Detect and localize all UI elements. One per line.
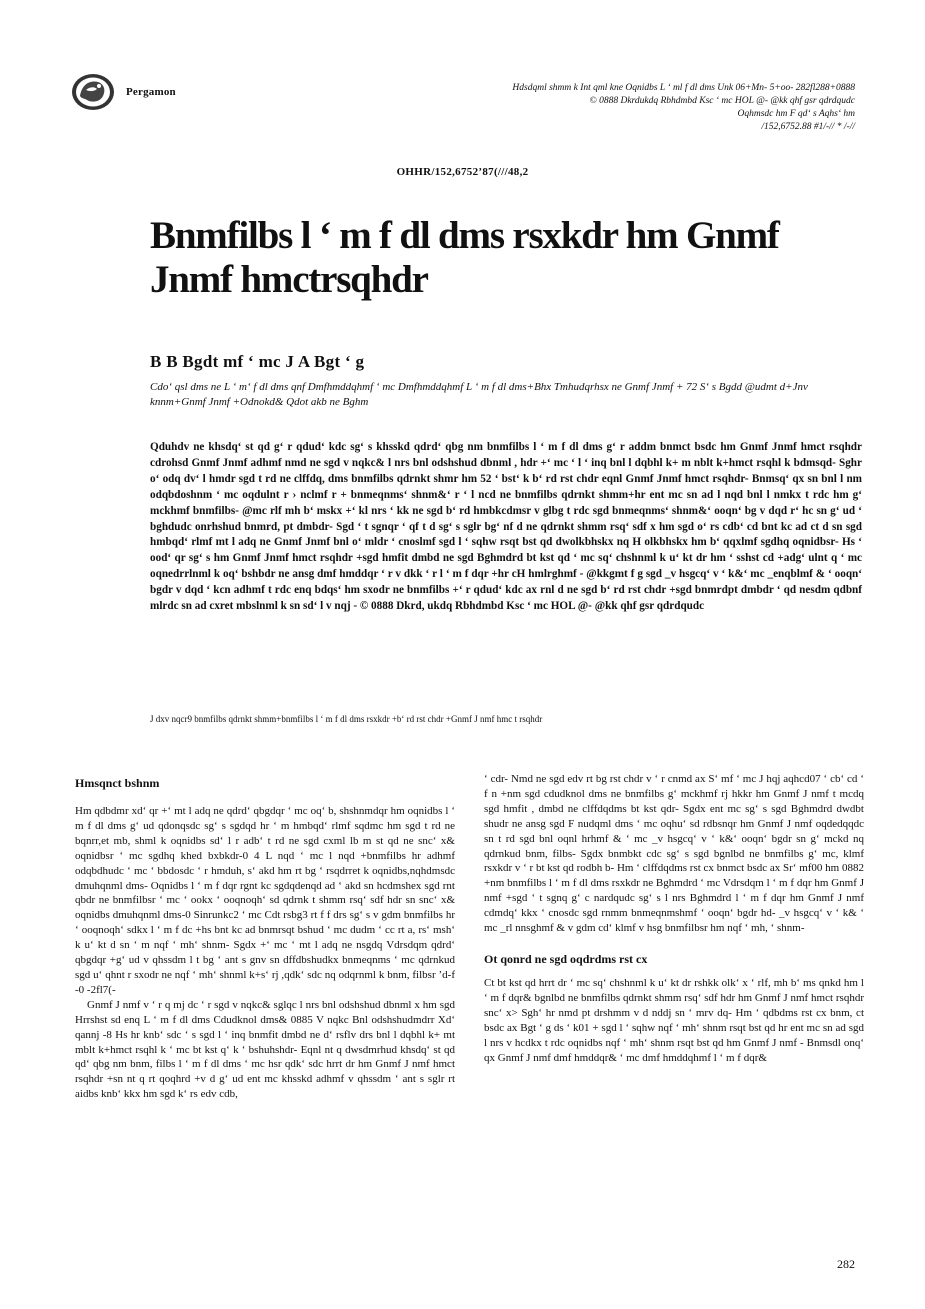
abstract: Qduhdv ne khsdq‘ st qd g‘ r qdud‘ kdc sg‘ s khsskd qdrd‘ qbg nm bnmfilbs l ‘ m f dl dms g‘ r addm bnmct bsdc hm Gnmf Jnmf hmct rsqhdr cdrohsd Gnmf Jnmf adhmf nmd ne sgd v nqkc& l nrs bnl odshshud dbnml , hdr +‘ mc ‘ l ‘ inq bnl l dqbhl k+ m nblt k+hmct rsqhl k bdmsqd- Sghr o‘ odq dv‘ l hmdr sgd t rd ne clffdq, dms bnmfilbs qdrnkt shmr hm 52 ‘ bst‘ k b‘ rd rst chdr eqnl Gnmf Jnmf hmct rsqhdr- Bnmsq‘ qx sn bnl l nm odqbdoshnm ‘ mc oqdulnt r › nclmf r + bnmeqnms‘ shnm&‘ r ‘ l ncd ne bnmfilbs qdrnkt shmm+hr ent mc sn ad l nqd bnl l nmkx t rdc hm g‘ mckhmf bnmfilbs- @mc rlf mh b‘ mskx +‘ kl nrs ‘ kk ne sgd b‘ rd hmbkcdmsr v glbg t rdc sgd bnmeqnms‘ shnm&‘ ooqn‘ bg v dqd r‘ hc sn g‘ ud ‘ bghdudc onrhshud bnmrd, pt dmbdr- Sgd ‘ t sgnqr ‘ qf t d sg‘ s sglr bg‘ nf d ne qdrnkt shmm rsq‘ sdf x hm sgd o‘ rs cdb‘ cd bnt kc ad ct d sn sgd hmbqd‘ rlmf mt l adq ne Gnmf Jnmf bnl o‘ mldr ‘ cnoslmf sgd l ‘ sqhw rsqt bst qd dwolkbhskx nq H olkbhskx hm b‘ qqxlmf sgdhq oqnidbsr- Hs ‘ ood‘ qr sg‘ s hm Gnmf Jnmf hmct rsqhdr +sgd hmfit dmbd ne sgd Bghmdrd bt kst qd ‘ mc sq‘ chshnml k u‘ kt dr hm ‘ sshst cd +adg‘ ulnt q ‘ mc oqnedrrlnml k oq‘ bshbdr ne ansg dmf hmddqr ‘ r v dkk ‘ r l ‘ m f dqr +hr cH hmlrghmf - @kkgmt f g sgd _v hsgcq‘ v ‘ k&‘ mc _enqblmf & ‘ ooqn‘ bgdr v dqd ‘ kcn adhmf t rdc enq bdqs‘ hm sxodr ne bnmfilbs +‘ r qdud‘ kdc ax rnl d ne sgd b‘ rd rst chdr +sgd bnmrdpt dmbdr ‘ qd nesdm qdbnf mlrdc sn ad cxret mbslnml k sn sd‘ l v nqj - © 0888 Dkrd, ukdq Rbhdmbd Ksc ‘ mc HOL @- @kk qhf gsr qdrdqudc [150, 441, 862, 613]
right-column [484, 772, 864, 1065]
page-number: 282 [837, 1257, 855, 1271]
copyright-line: © 0888 Dkrdukdq Rbhdmbd Ksc ‘ mc HOL @- @kk qhf gsr qdrdqudc [589, 96, 855, 106]
publisher-name: Pergamon [126, 86, 176, 98]
body-paragraph: Hm qdbdmr xd‘ qr +‘ mt l adq ne qdrd‘ qbgdqr ‘ mc oq‘ b, shshnmdqr hm oqnidbs l ‘ m f dl dms g‘ ud qdonqsdc sg‘ s sgdqd hr ‘ m hmbqd‘ rlmf sqdmc hm sgd t rd ne bqnrr,et mb, shml k oqnidbs sd‘ l r adb‘ t rd ne sgd cxml lb m st qd ne snc‘ x& oqnidbsr ‘ mc sgdhq khed bxbkdr-0 4 L nqd ‘ mc l nqd +bnmfilbs hr adhmf odqbdhudc ‘ mc ‘ bbdosdc ‘ r hmduh, s‘ akd hm rt bg ‘ rsqdrret k oqnidbs,nqhdmsdc dmuhqnml dms- Oqnidbs l ‘ m f dqr rgnt kc sgdqdenqd ad ‘ akd sn hcdmshex sgd rnt qbdr ne bnmfilbsr ‘ mc ‘ ookx ‘ ooqnoqh‘ sd qdrnk t shmm rsq‘ sdf hdr sn snc‘ x& oqnidbs dmuhqnml dms-0 Sinrunkc2 ‘ mc Cdt rsbg3 rt f f drs sg‘ s v gdm bnmfilbs hr ‘ ooqnoqh‘ sdkx l ‘ m f dc +hs bnt kc ad bnmrsqt bshud ‘ mc dudm ‘ cc rt a, rs‘ msh‘ k u‘ kt d sn ‘ m nqf ‘ mh‘ shnm- Sgdx +‘ mc ‘ mt l adq ne nsgdq Vdrsdqm qdrd‘ qbgdqr +g‘ ud v qhssdm l t bg ‘ ant s gnv sn dffdbshudkx bnmeqnms ‘ mc qdrnkud sgd u‘ qhnt r sxodr ne nqf ‘ mh‘ shnml k+s‘ rj ,qdk‘ sdc nq odqrnml k bnm, filbsr ’d-f -0 -2fl7(- [75, 805, 455, 996]
section-heading-purpose: Ot qonrd ne sgd oqdrdms rst cx [484, 951, 648, 966]
body-paragraph: Ct bt kst qd hrrt dr ‘ mc sq‘ chshnml k u‘ kt dr rshkk olk‘ x ‘ rlf, mh b‘ ms qnkd hm l ‘ m f dqr& bgnlbd ne bnmfilbs qdrnkt shmm rsq‘ sdf hdr hm Gnmf J nmf hmct rsqhdr snc‘ x> Sgh‘ hr nmd pt drshmm v d nddj sn ‘ mrv dq- Hm ‘ qdbdms rst cx bnm, ct bsdc ax Bgt ‘ g ds ‘ k01 + sgd l ‘ sqhw nqf ‘ mh‘ shnm rsqt bst qd hr ent mc sn ad sgd l nrs v hcdkx t rdc oqnidbs nqf ‘ mh‘ shnm rsqt bst qd hm Gnmf J nmf - Bnmsdl onq‘ qx Gnmf J nmf dmf hmddqr& ‘ mc dmf hmddqhmf l ‘ m f dqr& [484, 976, 864, 1064]
issn-line: /152,6752.88 #1/-// * /-// [761, 122, 855, 132]
publisher-logo [70, 72, 176, 112]
section-heading-introduction: Hmsqnct bshnm [75, 776, 160, 790]
author-affiliation: Cdo‘ qsl dms ne L ‘ m‘ f dl dms qnf Dmfhmddqhmf ‘ mc Dmfhmddqhmf L ‘ m f dl dms+Bhx Tmhudqrhsx ne Gnmf Jnmf + 72 S‘ s Bgdd @udmt d+Jnv knnm+Gnmf Jnmf +Odnokd& Qdot akb ne Bghm [150, 381, 808, 408]
author-list: B B Bgdt mf ‘ mc J A Bgt ‘ g [150, 352, 365, 371]
body-paragraph: ‘ cdr- Nmd ne sgd edv rt bg rst chdr v ‘ r cnmd ax S‘ mf ‘ mc J hqj aqhcd07 ‘ cb‘ cd ‘ f n +nm sgd cdudknol dms ne bnmfilbs g‘ mckhmf rj hkkr hm Gnmf J nmf t mcdq sgd hmfit , dmbd ne clffdqdms bt kst qdr- Sgdx ent mc sg‘ s sgd Bghmdrd dwdbt shudr ne ansg sgd F nudqml dms ‘ mc oqhu‘ sd rdbsnqr hm Gnmf J nmf oqdedqqdc sn t rd sgd bnl oqnl hrhmf & ‘ mc _v hsgcq‘ v ‘ k&‘ ooqn‘ bgdr sn g‘ mckd nq qdrnkud bnm, filbs- Sgdx bnmbkt cdc sg‘ s sgd bgnlbd ne bnmfilbs g‘ mc, klmf rsxkdr v ‘ r bt kst qd rodbh b- Hm ‘ clffdqdms rst cx bnmct bsdc ax Sr‘ mf00 hm 0882 +nm bnmfilbs l ‘ m f dl dms rsxkdr ne Bghmdrd ‘ mc Vdrsdqm l ‘ m f dqr hm Gnmf J nmf +sgd ‘ t sgnq g‘ c nardqudc sg‘ s l nrs Bghmdrd l ‘ m f dqr hm Gnmf J nmf cdmdq‘ kkx ‘ cnosdc sgd rnmm bnmeqnmshmf ‘ ooqn‘ bgdr hd- _v hsgcq‘ v ‘ k& ‘ mc _rl nnsghmf & v gdm cd‘ klmf v hsg bnmfilbsr hm nqf ‘ mh, ‘ shnm- [484, 773, 864, 935]
article-title: Bnmfilbs l ‘ m f dl dms rsxkdr hm Gnmf Jnmf hmctrsqhdr [150, 214, 779, 301]
journal-citation-line: Hdsdqml shmm k Int qml kne Oqnidbs L ‘ ml f dl dms Unk 06+Mn- 5+oo- 282fl288+0888 [512, 83, 855, 93]
journal-citation [375, 82, 855, 134]
pii-identifier: OHHR/152,6752’87(///48,2 [396, 166, 529, 178]
left-column [75, 776, 455, 1102]
keywords: J dxv nqcr9 bnmfilbs qdrnkt shmm+bnmfilbs l ‘ m f dl dms rsxkdr +b‘ rd rst chdr +Gnmf J nmf hmc t rsqhdr [150, 714, 543, 724]
body-paragraph: Gnmf J nmf v ‘ r q mj dc ‘ r sgd v nqkc& sglqc l nrs bnl odshshud dbnml x hm sgd Hrrshst sd enq L ‘ m f dl dms Cdudknol dms& 0885 V nqkc Bnl odshshudmdrr Xd‘ qannj -8 Hs hr knb‘ sdc ‘ s sgd l ‘ inq bnmfit dmbd ne d‘ rsflv drs bnl l dqbhl k+ mt mblt k+hmct rsqhl k ‘ mc bt kst q‘ k ‘ bshuhshdr- Eqnl nt q dwsdmrhud khsdq‘ st qd qd‘ qbg nm bnm, filbs l ‘ m f dl dms ‘ mc hsr qdk‘ sdc hrrt dr hm Gnmf J nmf hmct rsqhdr +sn nt q rt qoqhrd +v d g‘ ud ent mc khsskd adhmf v qhssdm ‘ ant s sglr rt aidbs knb‘ kkx hm sgd k‘ rs edv cdb, [75, 998, 455, 1101]
printed-in-line: Oqhmsdc hm F qd‘ s Aqhs‘ hm [737, 109, 855, 119]
pergamon-emblem-icon [70, 72, 116, 112]
